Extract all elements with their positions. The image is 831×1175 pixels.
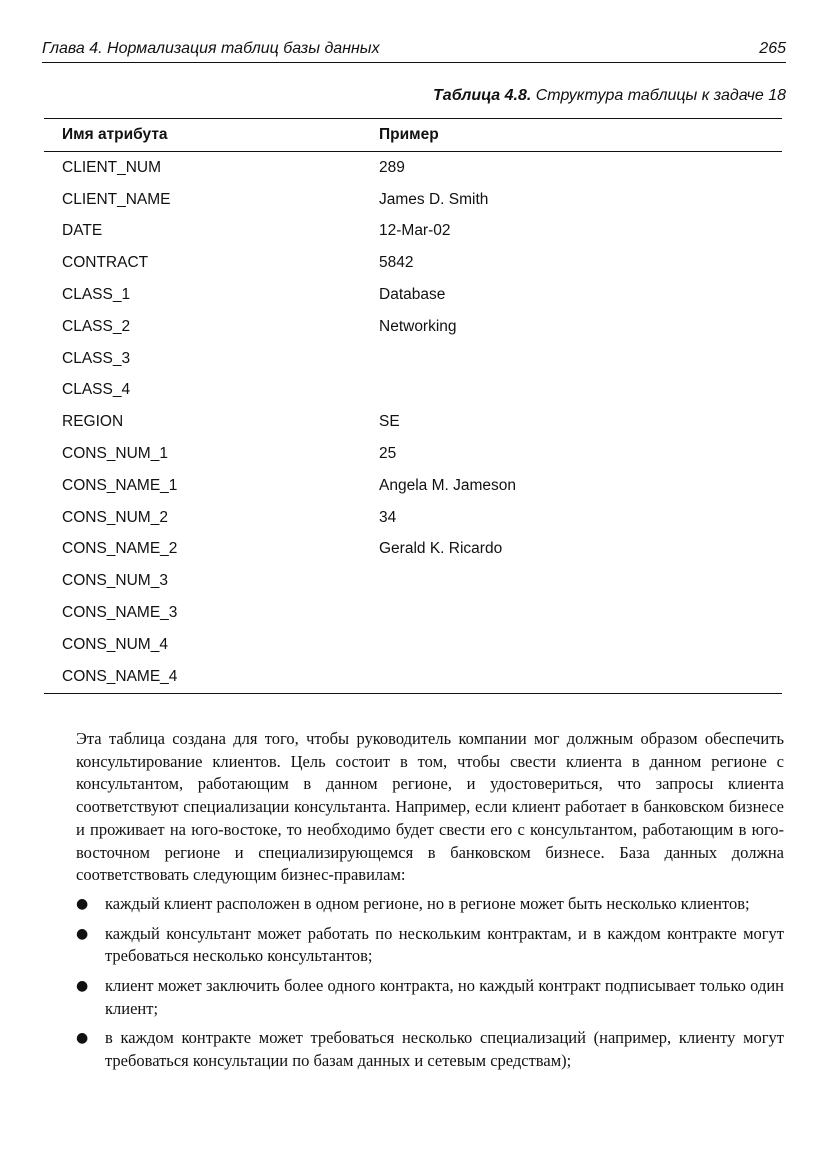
attribute-name-cell: CONS_NUM_4 bbox=[62, 635, 168, 653]
attribute-name-cell: CLIENT_NUM bbox=[62, 158, 162, 176]
bullet-icon: ● bbox=[76, 1030, 89, 1047]
table-row bbox=[44, 375, 782, 407]
attribute-name-cell: CONS_NAME_3 bbox=[62, 604, 178, 622]
header-rule bbox=[42, 62, 786, 63]
table-row bbox=[44, 343, 782, 375]
business-rule-text: в каждом контракте может требоваться несколько специализаций (например, клиенту могут требоваться консультации по базам данных и сетевым средствам); bbox=[105, 1028, 784, 1071]
body-text bbox=[76, 728, 784, 1080]
business-rule-item bbox=[76, 1027, 784, 1072]
attribute-name-cell: CLASS_3 bbox=[62, 349, 131, 367]
attribute-name-cell: CONS_NAME_4 bbox=[62, 667, 178, 685]
table-header-row bbox=[44, 119, 782, 152]
attribute-name-cell: CLASS_1 bbox=[62, 286, 131, 304]
table-caption-text: Структура таблицы к задаче 18 bbox=[535, 87, 786, 104]
table-row bbox=[44, 502, 782, 534]
table-row bbox=[44, 534, 782, 566]
example-value-cell: Angela M. Jameson bbox=[379, 476, 516, 494]
example-value-cell: Gerald K. Ricardo bbox=[379, 540, 503, 558]
example-value-cell bbox=[379, 375, 782, 407]
table-row bbox=[44, 152, 782, 184]
example-value-cell: SE bbox=[379, 413, 400, 431]
intro-paragraph: Эта таблица создана для того, чтобы руководитель компании мог должным образом обеспечить консультирование клиентов. Цель состоит в том, чтобы свести клиента в данном регионе с консультантом, работающим в данном регионе, и удостовериться, что запросы клиента соответствуют специализации консультанта. Например, если клиент работает в банковском бизнесе и проживает на юго-востоке, то необходимо будет свести его с консультантом, работающим в юго-восточном регионе и специализирующемся в банковском бизнесе. База данных должна соответствовать следующим бизнес-правилам: bbox=[76, 729, 784, 885]
example-value-cell bbox=[379, 629, 782, 661]
column-header-attribute: Имя атрибута bbox=[44, 119, 379, 152]
attribute-name-cell: CONS_NUM_3 bbox=[62, 572, 168, 590]
business-rule-text: каждый консультант может работать по нескольким контрактам, и в каждом контракте могут требоваться несколько консультантов; bbox=[105, 923, 784, 966]
attribute-name-cell: CLASS_2 bbox=[62, 317, 131, 335]
business-rule-item bbox=[76, 975, 784, 1020]
table-row bbox=[44, 597, 782, 629]
bullet-icon: ● bbox=[76, 925, 89, 942]
table-body bbox=[44, 152, 782, 693]
example-value-cell: 34 bbox=[379, 508, 397, 526]
page-number: 265 bbox=[759, 40, 786, 57]
bullet-icon: ● bbox=[76, 895, 89, 912]
attribute-name-cell: REGION bbox=[62, 413, 124, 431]
attribute-name-cell: CONS_NAME_2 bbox=[62, 540, 178, 558]
table-row bbox=[44, 438, 782, 470]
attribute-name-cell: CONS_NUM_2 bbox=[62, 508, 168, 526]
attribute-name-cell: CONS_NUM_1 bbox=[62, 445, 168, 463]
attribute-table bbox=[44, 118, 782, 694]
attribute-name-cell: CLIENT_NAME bbox=[62, 190, 171, 208]
example-value-cell: Database bbox=[379, 286, 446, 304]
business-rules-list bbox=[76, 893, 784, 1073]
attribute-name-cell: DATE bbox=[62, 222, 103, 240]
structure-table bbox=[44, 119, 782, 693]
attribute-name-cell: CONTRACT bbox=[62, 254, 149, 272]
business-rule-text: клиент может заключить более одного контракта, но каждый контракт подписывает только один клиент; bbox=[105, 976, 784, 1018]
chapter-title: Глава 4. Нормализация таблиц базы данных bbox=[42, 40, 380, 57]
table-caption bbox=[433, 87, 786, 105]
example-value-cell bbox=[379, 661, 782, 693]
table-row bbox=[44, 470, 782, 502]
example-value-cell bbox=[379, 565, 782, 597]
business-rule-text: каждый клиент расположен в одном регионе, но в регионе может быть несколько клиентов; bbox=[105, 893, 750, 913]
example-value-cell: 12-Mar-02 bbox=[379, 222, 451, 240]
bullet-icon: ● bbox=[76, 978, 89, 995]
table-caption-label: Таблица 4.8. bbox=[433, 87, 532, 104]
table-row bbox=[44, 279, 782, 311]
example-value-cell bbox=[379, 597, 782, 629]
table-row bbox=[44, 661, 782, 693]
column-header-example: Пример bbox=[379, 119, 782, 152]
example-value-cell: 289 bbox=[379, 158, 405, 176]
example-value-cell: 25 bbox=[379, 445, 397, 463]
attribute-name-cell: CLASS_4 bbox=[62, 381, 131, 399]
table-row bbox=[44, 629, 782, 661]
table-row bbox=[44, 216, 782, 248]
table-row bbox=[44, 565, 782, 597]
table-row bbox=[44, 247, 782, 279]
table-row bbox=[44, 406, 782, 438]
table-row bbox=[44, 184, 782, 216]
table-row bbox=[44, 311, 782, 343]
running-header bbox=[42, 38, 786, 64]
attribute-name-cell: CONS_NAME_1 bbox=[62, 476, 178, 494]
example-value-cell: Networking bbox=[379, 317, 457, 335]
business-rule-item bbox=[76, 893, 784, 916]
example-value-cell: 5842 bbox=[379, 254, 414, 272]
business-rule-item bbox=[76, 923, 784, 968]
example-value-cell bbox=[379, 343, 782, 375]
example-value-cell: James D. Smith bbox=[379, 190, 489, 208]
